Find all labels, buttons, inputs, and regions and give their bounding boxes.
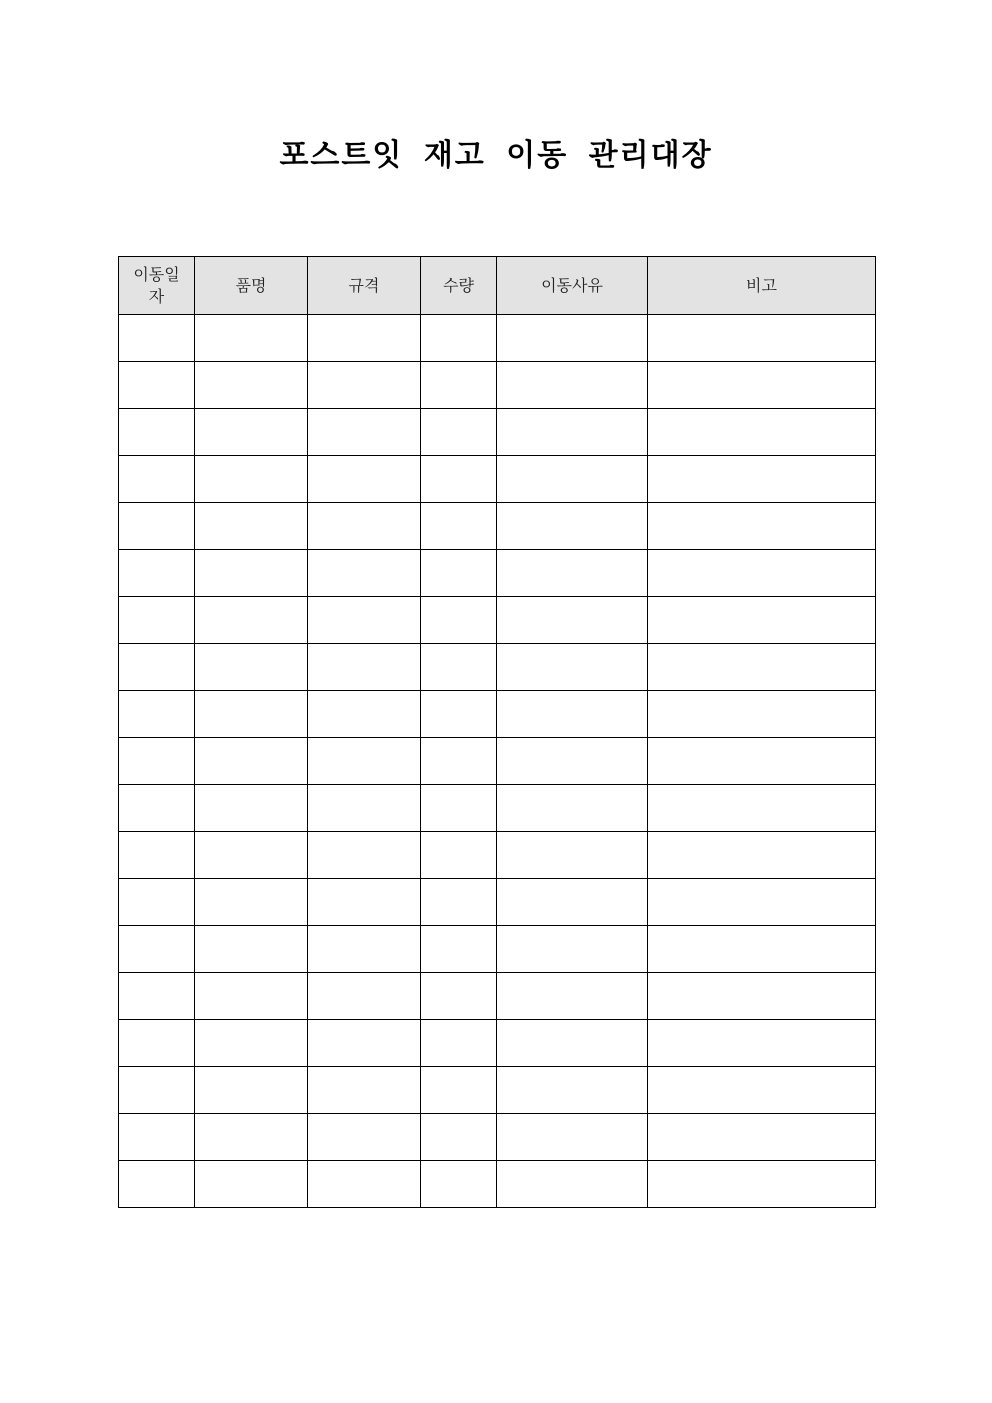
table-cell-move-reason[interactable] [497,315,648,362]
table-row [119,1067,876,1114]
table-row [119,362,876,409]
table-cell-item-name[interactable] [195,315,308,362]
table-cell-specification[interactable] [308,503,421,550]
table-cell-move-reason[interactable] [497,973,648,1020]
table-cell-move-reason[interactable] [497,409,648,456]
table-cell-move-reason[interactable] [497,644,648,691]
table-row [119,503,876,550]
table-cell-specification[interactable] [308,926,421,973]
table-cell-specification[interactable] [308,832,421,879]
table-row [119,738,876,785]
table-cell-move-date[interactable] [119,503,195,550]
table-cell-remarks[interactable] [648,362,876,409]
table-cell-quantity[interactable] [421,691,497,738]
table-cell-move-date[interactable] [119,879,195,926]
table-cell-remarks[interactable] [648,691,876,738]
table-cell-quantity[interactable] [421,1161,497,1208]
table-cell-move-date[interactable] [119,1114,195,1161]
table-cell-move-reason[interactable] [497,550,648,597]
table-cell-move-date[interactable] [119,1161,195,1208]
table-cell-quantity[interactable] [421,644,497,691]
table-cell-remarks[interactable] [648,1067,876,1114]
table-cell-move-reason[interactable] [497,738,648,785]
table-cell-remarks[interactable] [648,409,876,456]
table-cell-quantity[interactable] [421,550,497,597]
table-cell-move-date[interactable] [119,597,195,644]
table-cell-specification[interactable] [308,1067,421,1114]
table-cell-quantity[interactable] [421,926,497,973]
table-cell-move-date[interactable] [119,738,195,785]
table-row [119,926,876,973]
table-cell-item-name[interactable] [195,879,308,926]
table-row [119,879,876,926]
table-cell-item-name[interactable] [195,456,308,503]
table-cell-move-date[interactable] [119,926,195,973]
table-cell-quantity[interactable] [421,1067,497,1114]
table-cell-remarks[interactable] [648,785,876,832]
table-row [119,1161,876,1208]
table-cell-specification[interactable] [308,1161,421,1208]
table-row [119,644,876,691]
table-row [119,785,876,832]
table-cell-specification[interactable] [308,597,421,644]
table-cell-move-reason[interactable] [497,1114,648,1161]
table-cell-item-name[interactable] [195,550,308,597]
table-row [119,409,876,456]
table-cell-move-reason[interactable] [497,1161,648,1208]
table-cell-remarks[interactable] [648,926,876,973]
table-cell-quantity[interactable] [421,503,497,550]
column-header-move-date [119,257,195,315]
table-cell-item-name[interactable] [195,973,308,1020]
table-cell-move-date[interactable] [119,1020,195,1067]
column-header-quantity: 수량 [421,257,497,315]
table-cell-quantity[interactable] [421,738,497,785]
table-cell-move-date[interactable] [119,785,195,832]
table-cell-item-name[interactable] [195,503,308,550]
table-cell-move-reason[interactable] [497,879,648,926]
table-row [119,456,876,503]
page-title: 포스트잇 재고 이동 관리대장 [279,138,713,173]
table-cell-remarks[interactable] [648,1114,876,1161]
table-row [119,597,876,644]
table-cell-remarks[interactable] [648,738,876,785]
table-cell-remarks[interactable] [648,879,876,926]
table-cell-specification[interactable] [308,1114,421,1161]
inventory-ledger-table [118,256,876,1208]
table-cell-item-name[interactable] [195,597,308,644]
table-cell-quantity[interactable] [421,597,497,644]
table-cell-item-name[interactable] [195,1114,308,1161]
column-header-move-reason: 이동사유 [497,257,648,315]
table-cell-move-date[interactable] [119,362,195,409]
table-cell-item-name[interactable] [195,1020,308,1067]
table-cell-remarks[interactable] [648,597,876,644]
table-row [119,691,876,738]
table-cell-specification[interactable] [308,1020,421,1067]
table-cell-quantity[interactable] [421,1114,497,1161]
table-cell-move-date[interactable] [119,456,195,503]
table-cell-move-reason[interactable] [497,597,648,644]
table-cell-move-date[interactable] [119,973,195,1020]
table-cell-specification[interactable] [308,879,421,926]
table-row [119,550,876,597]
table-cell-quantity[interactable] [421,785,497,832]
table-row [119,1114,876,1161]
table-header-row [119,257,876,315]
column-header-remarks: 비고 [648,257,876,315]
table-cell-quantity[interactable] [421,409,497,456]
table-cell-item-name[interactable] [195,362,308,409]
table-cell-specification[interactable] [308,973,421,1020]
table-cell-move-reason[interactable] [497,691,648,738]
table-cell-remarks[interactable] [648,456,876,503]
table-cell-specification[interactable] [308,738,421,785]
table-cell-move-reason[interactable] [497,832,648,879]
table-cell-specification[interactable] [308,362,421,409]
table-row [119,832,876,879]
table-cell-remarks[interactable] [648,644,876,691]
table-cell-move-reason[interactable] [497,362,648,409]
table-cell-specification[interactable] [308,456,421,503]
table-cell-specification[interactable] [308,691,421,738]
table-row [119,973,876,1020]
table-cell-item-name[interactable] [195,409,308,456]
table-cell-move-reason[interactable] [497,503,648,550]
table-cell-quantity[interactable] [421,879,497,926]
table-cell-item-name[interactable] [195,785,308,832]
table-cell-remarks[interactable] [648,1020,876,1067]
table-cell-item-name[interactable] [195,832,308,879]
table-cell-specification[interactable] [308,550,421,597]
table-cell-move-date[interactable] [119,644,195,691]
table-row [119,1020,876,1067]
table-cell-item-name[interactable] [195,691,308,738]
table-cell-quantity[interactable] [421,832,497,879]
table-cell-item-name[interactable] [195,1161,308,1208]
table-cell-remarks[interactable] [648,1161,876,1208]
table-cell-move-date[interactable] [119,1067,195,1114]
table-cell-move-date[interactable] [119,832,195,879]
table-cell-specification[interactable] [308,409,421,456]
table-cell-item-name[interactable] [195,738,308,785]
table-cell-move-reason[interactable] [497,456,648,503]
column-header-label: 이동일자 [133,264,180,306]
table-cell-move-reason[interactable] [497,1067,648,1114]
table-cell-quantity[interactable] [421,973,497,1020]
table-cell-quantity[interactable] [421,362,497,409]
column-header-item-name: 품명 [195,257,308,315]
table-cell-specification[interactable] [308,785,421,832]
table-cell-move-reason[interactable] [497,926,648,973]
column-header-specification: 규격 [308,257,421,315]
table-cell-quantity[interactable] [421,1020,497,1067]
table-cell-move-reason[interactable] [497,1020,648,1067]
table-cell-move-reason[interactable] [497,785,648,832]
table-cell-move-date[interactable] [119,691,195,738]
table-cell-remarks[interactable] [648,315,876,362]
table-cell-quantity[interactable] [421,315,497,362]
table-cell-move-date[interactable] [119,409,195,456]
table-body [119,315,876,1208]
table-cell-item-name[interactable] [195,926,308,973]
table-cell-move-date[interactable] [119,550,195,597]
table-cell-quantity[interactable] [421,456,497,503]
table-cell-remarks[interactable] [648,832,876,879]
table-cell-specification[interactable] [308,644,421,691]
table-cell-remarks[interactable] [648,550,876,597]
table-cell-item-name[interactable] [195,1067,308,1114]
table-row [119,315,876,362]
table-cell-remarks[interactable] [648,503,876,550]
table-cell-item-name[interactable] [195,644,308,691]
table-cell-specification[interactable] [308,315,421,362]
table-cell-remarks[interactable] [648,973,876,1020]
table-cell-move-date[interactable] [119,315,195,362]
